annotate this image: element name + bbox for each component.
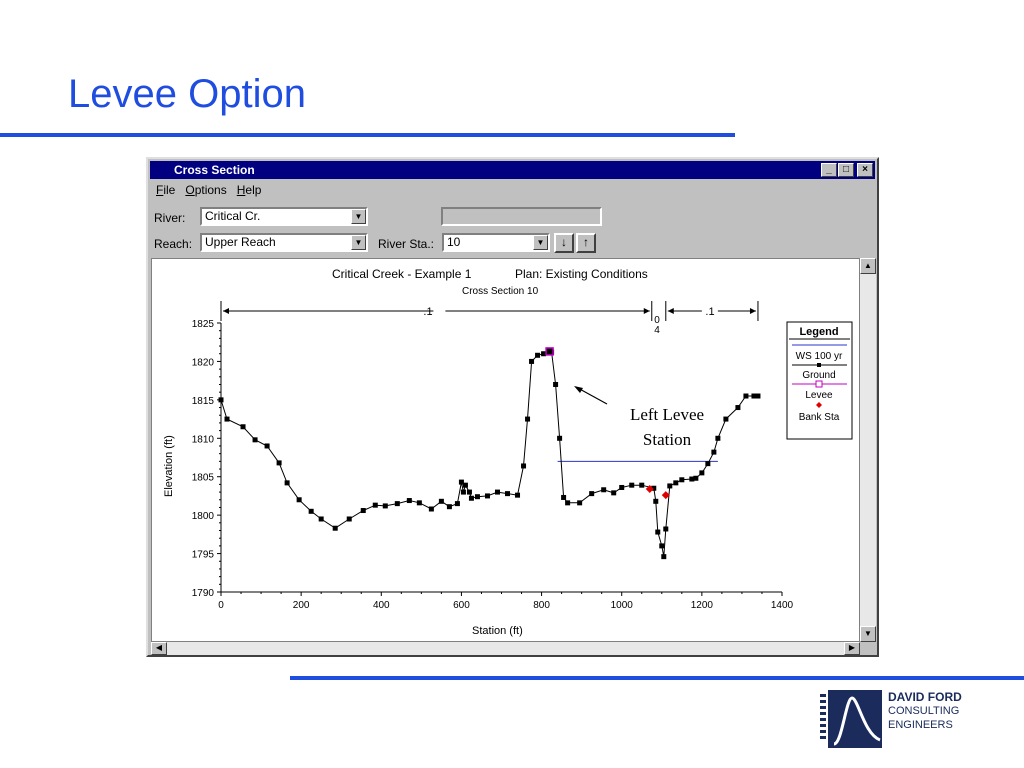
ground-point (429, 506, 434, 511)
ground-point (241, 424, 246, 429)
river-label: River: (154, 211, 186, 225)
arrow-left-icon (223, 308, 229, 314)
x-tick-label: 600 (453, 600, 470, 611)
footer-divider (290, 676, 1024, 680)
legend-ground-label: Ground (802, 370, 836, 381)
ground-point (417, 500, 422, 505)
menu-help[interactable]: Help (236, 183, 262, 197)
ground-line (221, 351, 758, 556)
arrow-right-icon (750, 308, 756, 314)
y-tick-label: 1800 (191, 511, 214, 523)
plot-area (151, 258, 860, 642)
ground-point (589, 491, 594, 496)
reach-select[interactable] (200, 233, 368, 252)
x-tick-label: 1200 (690, 600, 713, 611)
ground-point (495, 490, 500, 495)
ground-point (447, 504, 452, 509)
legend-bank-label: Bank Sta (798, 412, 840, 423)
ground-point (475, 494, 480, 499)
reach-label: Reach: (154, 237, 193, 251)
ground-point (743, 394, 748, 399)
minimize-button[interactable]: _ (821, 163, 837, 177)
y-tick-label: 1815 (191, 395, 214, 407)
x-tick-label: 1000 (610, 600, 633, 611)
scroll-up-icon[interactable]: ▲ (860, 258, 876, 274)
ground-point (561, 495, 566, 500)
chevron-down-icon[interactable]: ▼ (351, 209, 366, 224)
ground-point (639, 483, 644, 488)
ground-point (653, 499, 658, 504)
chart-subtitle: Cross Section 10 (462, 286, 539, 297)
logo-text (888, 690, 962, 732)
ground-point (577, 500, 582, 505)
ground-point (679, 477, 684, 482)
ground-point (469, 496, 474, 501)
legend-levee-marker (816, 381, 822, 387)
ground-point (407, 498, 412, 503)
river-station-label: River Sta.: (378, 237, 435, 251)
close-button[interactable]: × (857, 163, 873, 177)
ground-point (505, 491, 510, 496)
ground-point (667, 483, 672, 488)
ground-point (659, 543, 664, 548)
ground-point (525, 417, 530, 422)
menu-bar (156, 183, 261, 197)
ground-point (225, 417, 230, 422)
x-tick-label: 400 (372, 600, 390, 611)
ground-point (265, 443, 270, 448)
cross-section-chart (152, 259, 859, 641)
chart-axes (192, 319, 794, 611)
ground-point (285, 480, 290, 485)
chart-series (219, 348, 761, 559)
ground-point (693, 476, 698, 481)
n-value-label: .1 (423, 306, 433, 318)
n-value-bar (221, 301, 758, 336)
legend-ws-label: WS 100 yr (795, 351, 843, 362)
ground-point (699, 470, 704, 475)
menu-file[interactable]: File (156, 183, 176, 197)
x-axis-label: Station (ft) (472, 625, 523, 637)
ground-point (297, 497, 302, 502)
y-tick-label: 1825 (191, 319, 214, 330)
window-titlebar[interactable] (150, 161, 875, 179)
x-tick-label: 1400 (770, 600, 794, 611)
arrow-up-icon[interactable]: ↑ (576, 233, 596, 253)
river-select[interactable] (200, 207, 368, 226)
ground-point (663, 526, 668, 531)
logo-line1: DAVID FORD (888, 690, 962, 704)
ground-point (395, 501, 400, 506)
chart-annotation (574, 386, 704, 449)
levee-point (546, 348, 553, 355)
logo-line3: ENGINEERS (888, 719, 953, 731)
arrow-right-icon (644, 308, 650, 314)
title-divider (0, 133, 735, 137)
menu-options[interactable]: Options (185, 183, 227, 197)
ground-point (655, 530, 660, 535)
ground-point (673, 480, 678, 485)
ground-point (629, 483, 634, 488)
logo-line2: CONSULTING (888, 705, 960, 717)
river-value: Critical Cr. (205, 209, 261, 223)
ground-point (715, 436, 720, 441)
ground-point (711, 450, 716, 455)
ground-point (661, 554, 666, 559)
ground-point (529, 359, 534, 364)
ground-point (705, 461, 710, 466)
ground-point (619, 485, 624, 490)
river-station-select[interactable] (442, 233, 550, 252)
legend-levee-label: Levee (805, 390, 833, 401)
y-tick-label: 1805 (191, 472, 214, 484)
chart-plan: Plan: Existing Conditions (515, 267, 648, 281)
annotation-line2: Station (642, 430, 692, 449)
ground-point (735, 405, 740, 410)
ground-point (277, 460, 282, 465)
ground-point (485, 493, 490, 498)
chevron-down-icon[interactable]: ▼ (533, 235, 548, 250)
ground-point (333, 526, 338, 531)
ground-point (535, 353, 540, 358)
ground-point (723, 417, 728, 422)
legend-ground-marker (817, 363, 821, 367)
ground-point (611, 490, 616, 495)
horizontal-scrollbar[interactable] (151, 642, 860, 655)
y-axis-label: Elevation (ft) (163, 435, 175, 497)
scroll-down-icon[interactable]: ▼ (860, 626, 876, 642)
ground-point (463, 483, 468, 488)
y-tick-label: 1790 (191, 588, 214, 599)
ground-point (219, 397, 224, 402)
y-tick-label: 1795 (191, 549, 214, 561)
river-station-value: 10 (447, 235, 461, 249)
ground-point (515, 493, 520, 498)
n-value-label: 4 (654, 325, 660, 336)
ground-point (755, 394, 760, 399)
slide-title: Levee Option (68, 72, 306, 116)
cross-section-window (146, 157, 879, 657)
annotation-line1: Left Levee (629, 405, 705, 424)
ground-point (319, 516, 324, 521)
n-value-label: .1 (705, 306, 715, 318)
legend (787, 322, 852, 439)
n-value-label: 0 (654, 315, 660, 326)
ground-point (439, 499, 444, 504)
ground-point (253, 437, 258, 442)
ground-point (601, 487, 606, 492)
x-tick-label: 800 (533, 600, 550, 611)
ground-point (347, 516, 352, 521)
scroll-right-icon[interactable]: ▶ (844, 642, 860, 655)
vertical-scrollbar[interactable] (860, 258, 876, 642)
ground-point (553, 382, 558, 387)
y-tick-label: 1810 (191, 434, 214, 446)
ground-point (565, 500, 570, 505)
maximize-button[interactable]: □ (838, 163, 854, 177)
ground-point (541, 351, 546, 356)
window-title: Cross Section (174, 163, 255, 177)
scroll-left-icon[interactable]: ◀ (151, 642, 167, 655)
legend-title: Legend (799, 326, 839, 338)
ground-point (521, 463, 526, 468)
chevron-down-icon[interactable]: ▼ (351, 235, 366, 250)
arrow-left-icon (668, 308, 674, 314)
x-tick-label: 200 (292, 600, 310, 611)
x-tick-label: 0 (218, 600, 224, 611)
arrow-down-icon[interactable]: ↓ (554, 233, 574, 253)
ground-point (557, 436, 562, 441)
ground-point (309, 509, 314, 514)
description-field (441, 207, 602, 226)
ground-point (455, 501, 460, 506)
y-tick-label: 1820 (191, 357, 214, 369)
ground-point (361, 508, 366, 513)
ground-point (461, 490, 466, 495)
ground-point (373, 503, 378, 508)
chart-title: Critical Creek - Example 1 (332, 267, 472, 281)
arrow-head-icon (574, 386, 583, 393)
ground-point (383, 503, 388, 508)
reach-value: Upper Reach (205, 235, 276, 249)
ground-point (467, 490, 472, 495)
